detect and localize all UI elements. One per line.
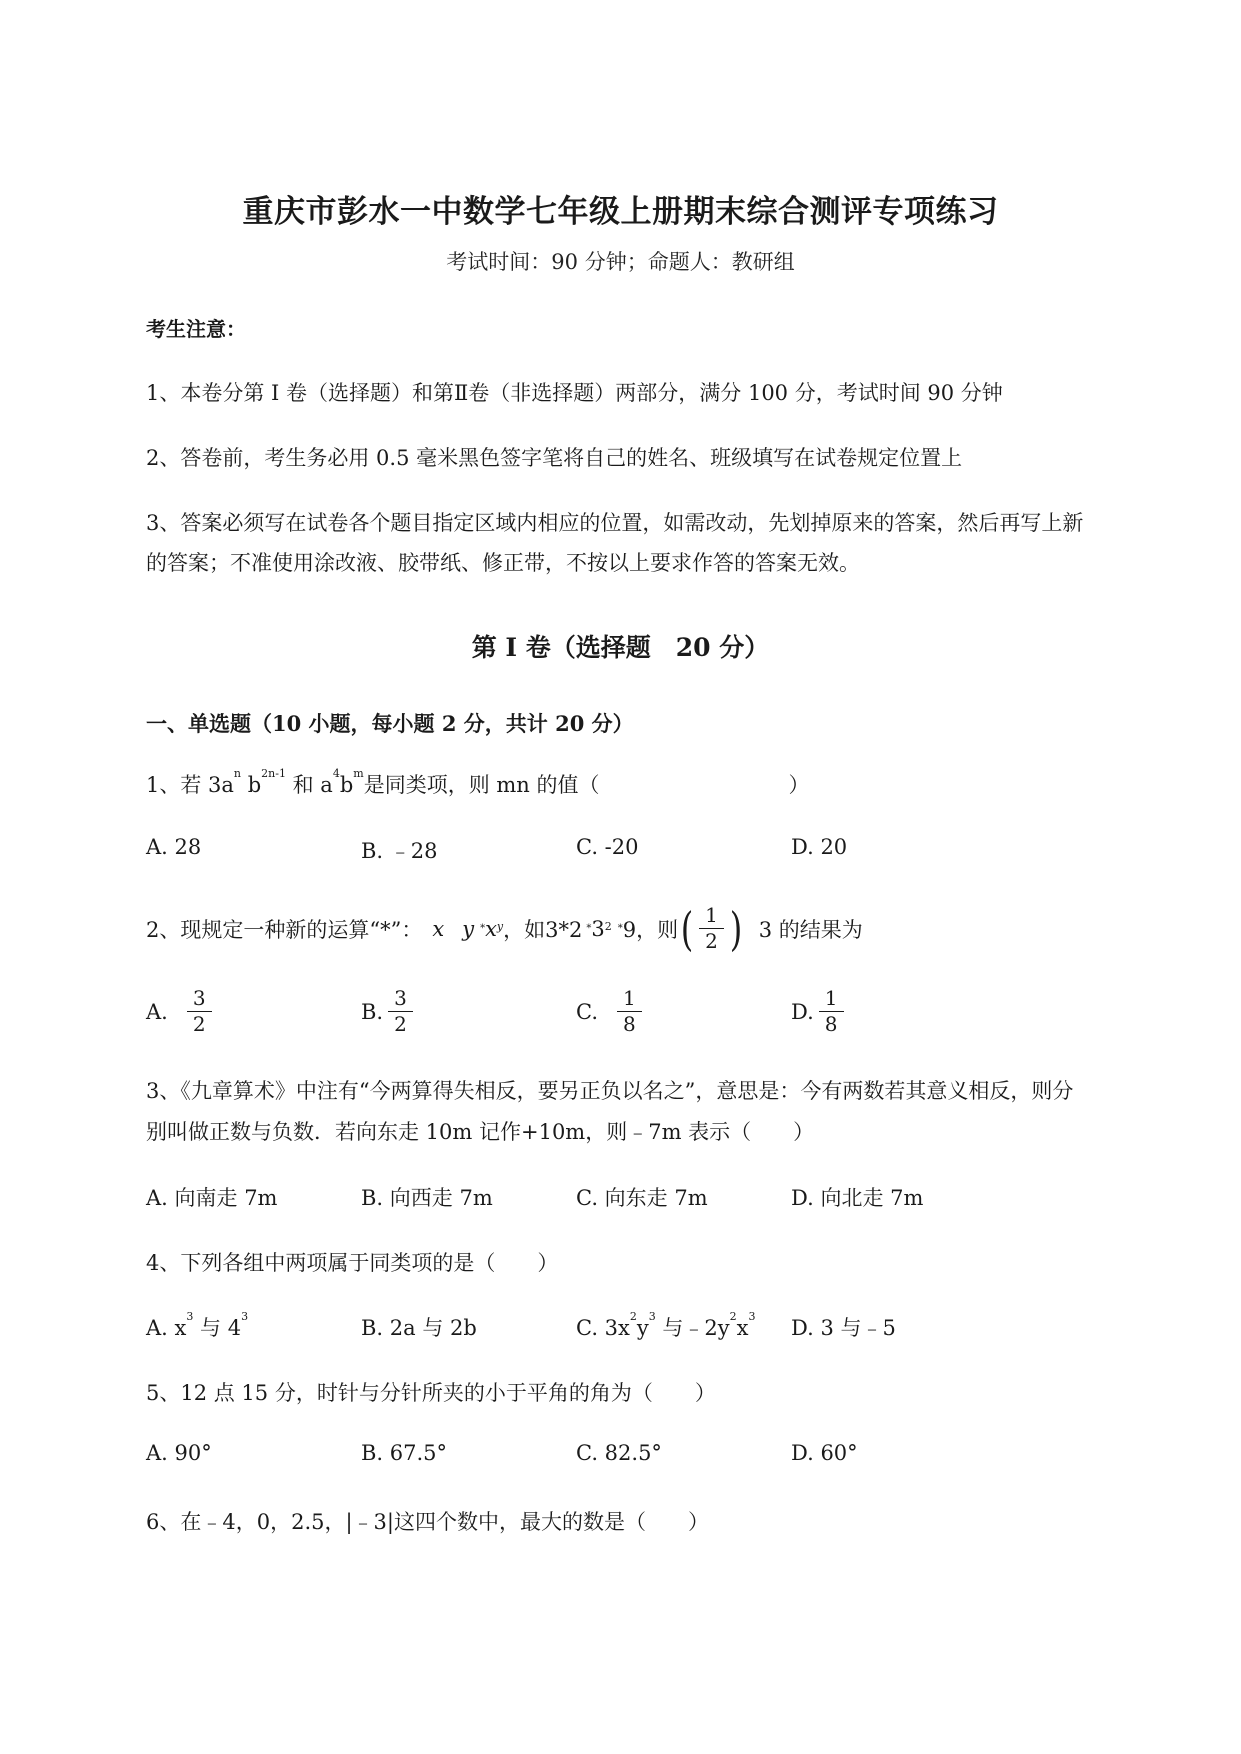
notice-item-1: 1、本卷分第 I 卷（选择题）和第Ⅱ卷（非选择题）两部分，满分 100 分，考试时间 90 分钟	[146, 381, 1003, 405]
notice-item-3-cont: 的答案；不准使用涂改液、胶带纸、修正带，不按以上要求作答的答案无效。	[146, 551, 860, 575]
q1-option-a[interactable]: A. 28	[146, 835, 202, 859]
q3-option-c[interactable]: C. 向东走 7m	[576, 1186, 708, 1210]
q2-option-b[interactable]: B. $\frac{3}{2}$	[361, 988, 410, 1035]
page-title: 重庆市彭水一中数学七年级上册期末综合测评专项练习	[242, 194, 999, 230]
question-3-line-2: 别叫做正数与负数．若向东走 10m 记作+10m，则﹣7m 表示（ ）	[146, 1120, 815, 1144]
notice-item-2: 2、答卷前，考生务必用 0.5 毫米黑色签字笔将自己的姓名、班级填写在试卷规定位置上	[146, 446, 963, 470]
q5-option-a[interactable]: A. 90°	[146, 1441, 212, 1465]
q1-option-b[interactable]: B. ﹣28	[361, 839, 438, 863]
q4-option-c[interactable]: C. $3x^2y^3$ 与$﹣2y^2x^3$	[576, 1310, 756, 1340]
q3-option-d[interactable]: D. 向北走 7m	[791, 1186, 924, 1210]
q4-option-b[interactable]: B. 2a 与 2b	[361, 1316, 477, 1340]
q3-option-b[interactable]: B. 向西走 7m	[361, 1186, 493, 1210]
exam-info: 考试时间：90 分钟；命题人：教研组	[446, 250, 795, 274]
question-4: 4、下列各组中两项属于同类项的是（ ）	[146, 1251, 559, 1275]
question-3-line-1: 3、《九章算术》中注有“今两算得失相反，要另正负以名之”，意思是：今有两数若其意义相反，则分	[146, 1079, 1074, 1103]
question-1: 1、若 $3a^n$ $b^{2n-1}$ 和 $a^4b^m$是同类项，则 mn 的值（ ）	[146, 767, 810, 797]
question-5: 5、12 点 15 分，时针与分针所夹的小于平角的角为（ ）	[146, 1381, 716, 1405]
q1-option-c[interactable]: C. -20	[576, 835, 639, 859]
question-2: 2、现规定一种新的运算“*”： x y * x $^y$ ，如3*2 * 3 $^2$ * 9，则 ( $\frac{1}{2}$ ) 3 的结果为	[146, 901, 863, 956]
q4-option-d[interactable]: D. 3 与﹣5	[791, 1316, 896, 1340]
question-6: 6、在﹣4，0，2.5，|﹣3|这四个数中，最大的数是（ ）	[146, 1510, 709, 1534]
q5-option-c[interactable]: C. 82.5°	[576, 1441, 662, 1465]
q2-option-c[interactable]: C. $\frac{1}{8}$	[576, 988, 639, 1035]
part-heading: 一、单选题（10 小题，每小题 2 分，共计 20 分）	[146, 711, 634, 736]
q5-option-d[interactable]: D. 60°	[791, 1441, 858, 1465]
section-title: 第 I 卷（选择题 20 分）	[471, 633, 770, 662]
q4-option-a[interactable]: A. $x^3$ 与 $4^3$	[146, 1310, 249, 1340]
q3-option-a[interactable]: A. 向南走 7m	[146, 1186, 278, 1210]
q1-option-d[interactable]: D. 20	[791, 835, 848, 859]
q2-option-d[interactable]: D. $\frac{1}{8}$	[791, 988, 841, 1035]
half-fraction: ( $\frac{1}{2}$ )	[680, 901, 743, 956]
q2-option-a[interactable]: A. $\frac{3}{2}$	[146, 988, 209, 1035]
notice-heading: 考生注意：	[146, 317, 246, 341]
q5-option-b[interactable]: B. 67.5°	[361, 1441, 448, 1465]
notice-item-3: 3、答案必须写在试卷各个题目指定区域内相应的位置，如需改动，先划掉原来的答案，然后再写上新	[146, 511, 1084, 535]
